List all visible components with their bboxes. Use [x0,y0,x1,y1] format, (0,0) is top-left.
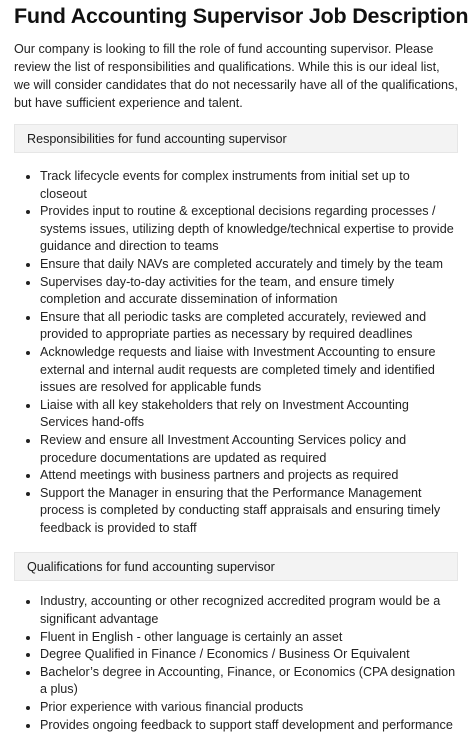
list-item [26,593,458,628]
list-item-text: Acknowledge requests and liaise with Investment Accounting to ensure external and internal audit requests are completed timely and identified issues are resolved for applicable funds [40,344,436,395]
list-item [26,664,458,699]
bullet-icon [26,653,30,657]
responsibilities-header [14,124,458,153]
bullet-icon [26,351,30,355]
responsibilities-heading: Responsibilities for fund accounting supervisor [27,131,287,146]
list-item-text: Track lifecycle events for complex instruments from initial set up to closeout [40,169,410,201]
list-item-text: Supervises day-to-day activities for the team, and ensure timely completion and accurate dissemination of information [40,274,395,307]
qualifications-header [14,552,458,581]
list-item [26,467,458,485]
list-item-text: Degree Qualified in Finance / Economics / Business Or Equivalent [40,647,410,662]
qualifications-heading: Qualifications for fund accounting supervisor [27,559,275,574]
page-title: Fund Accounting Supervisor Job Description [14,4,469,28]
list-item [26,699,458,717]
bullet-icon [26,724,30,728]
bullet-icon [26,175,30,179]
list-item [26,432,458,467]
responsibilities-list [14,168,458,537]
list-item-text: Liaise with all key stakeholders that rely on Investment Accounting Services hand-offs [40,397,409,430]
list-item-text: Ensure that all periodic tasks are completed accurately, reviewed and provided to appropriate parties as necessary by required deadlines [40,309,427,342]
bullet-icon [26,600,30,604]
list-item [26,344,458,397]
bullet-icon [26,671,30,675]
bullet-icon [26,210,30,214]
list-item-text: Review and ensure all Investment Accounting Services policy and procedure documentations are updated as required [40,432,407,465]
bullet-icon [26,439,30,443]
list-item [26,256,458,274]
list-item-text: Attend meetings with business partners and projects as required [40,468,399,483]
qualifications-list [14,593,458,734]
bullet-icon [26,263,30,267]
list-item [26,717,458,734]
bullet-icon [26,706,30,710]
bullet-icon [26,316,30,320]
list-item [26,274,458,309]
bullet-icon [26,281,30,285]
list-item-text: Industry, accounting or other recognized accredited program would be a significant advantage [40,594,441,627]
list-item-text: Bachelor’s degree in Accounting, Finance, or Economics (CPA designation a plus) [40,664,456,697]
list-item [26,309,458,344]
list-item [26,629,458,647]
bullet-icon [26,492,30,496]
list-item-text: Ensure that daily NAVs are completed accurately and timely by the team [40,256,443,271]
bullet-icon [26,474,30,478]
bullet-icon [26,636,30,640]
intro-paragraph: Our company is looking to fill the role of fund accounting supervisor. Please review the list of responsibilities and qualifications. While this is our ideal list, we will consider candidates that do not necessarily have all of the qualifications, but have sufficient experience and talent. [14,42,458,110]
list-item [26,646,458,664]
list-item [26,168,458,203]
list-item [26,485,458,538]
list-item [26,203,458,256]
list-item [26,397,458,432]
list-item-text: Provides input to routine & exceptional decisions regarding processes / systems issues, utilizing depth of knowledge/technical expertise to provide guidance and direction to teams [40,204,454,254]
list-item-text: Provides ongoing feedback to support staff development and performance [40,717,453,732]
bullet-icon [26,404,30,408]
list-item-text: Prior experience with various financial products [40,700,304,715]
list-item-text: Support the Manager in ensuring that the Performance Management process is completed by conducting staff appraisals and ensuring timely feedback is provided to staff [40,485,441,535]
list-item-text: Fluent in English - other language is certainly an asset [40,629,343,644]
